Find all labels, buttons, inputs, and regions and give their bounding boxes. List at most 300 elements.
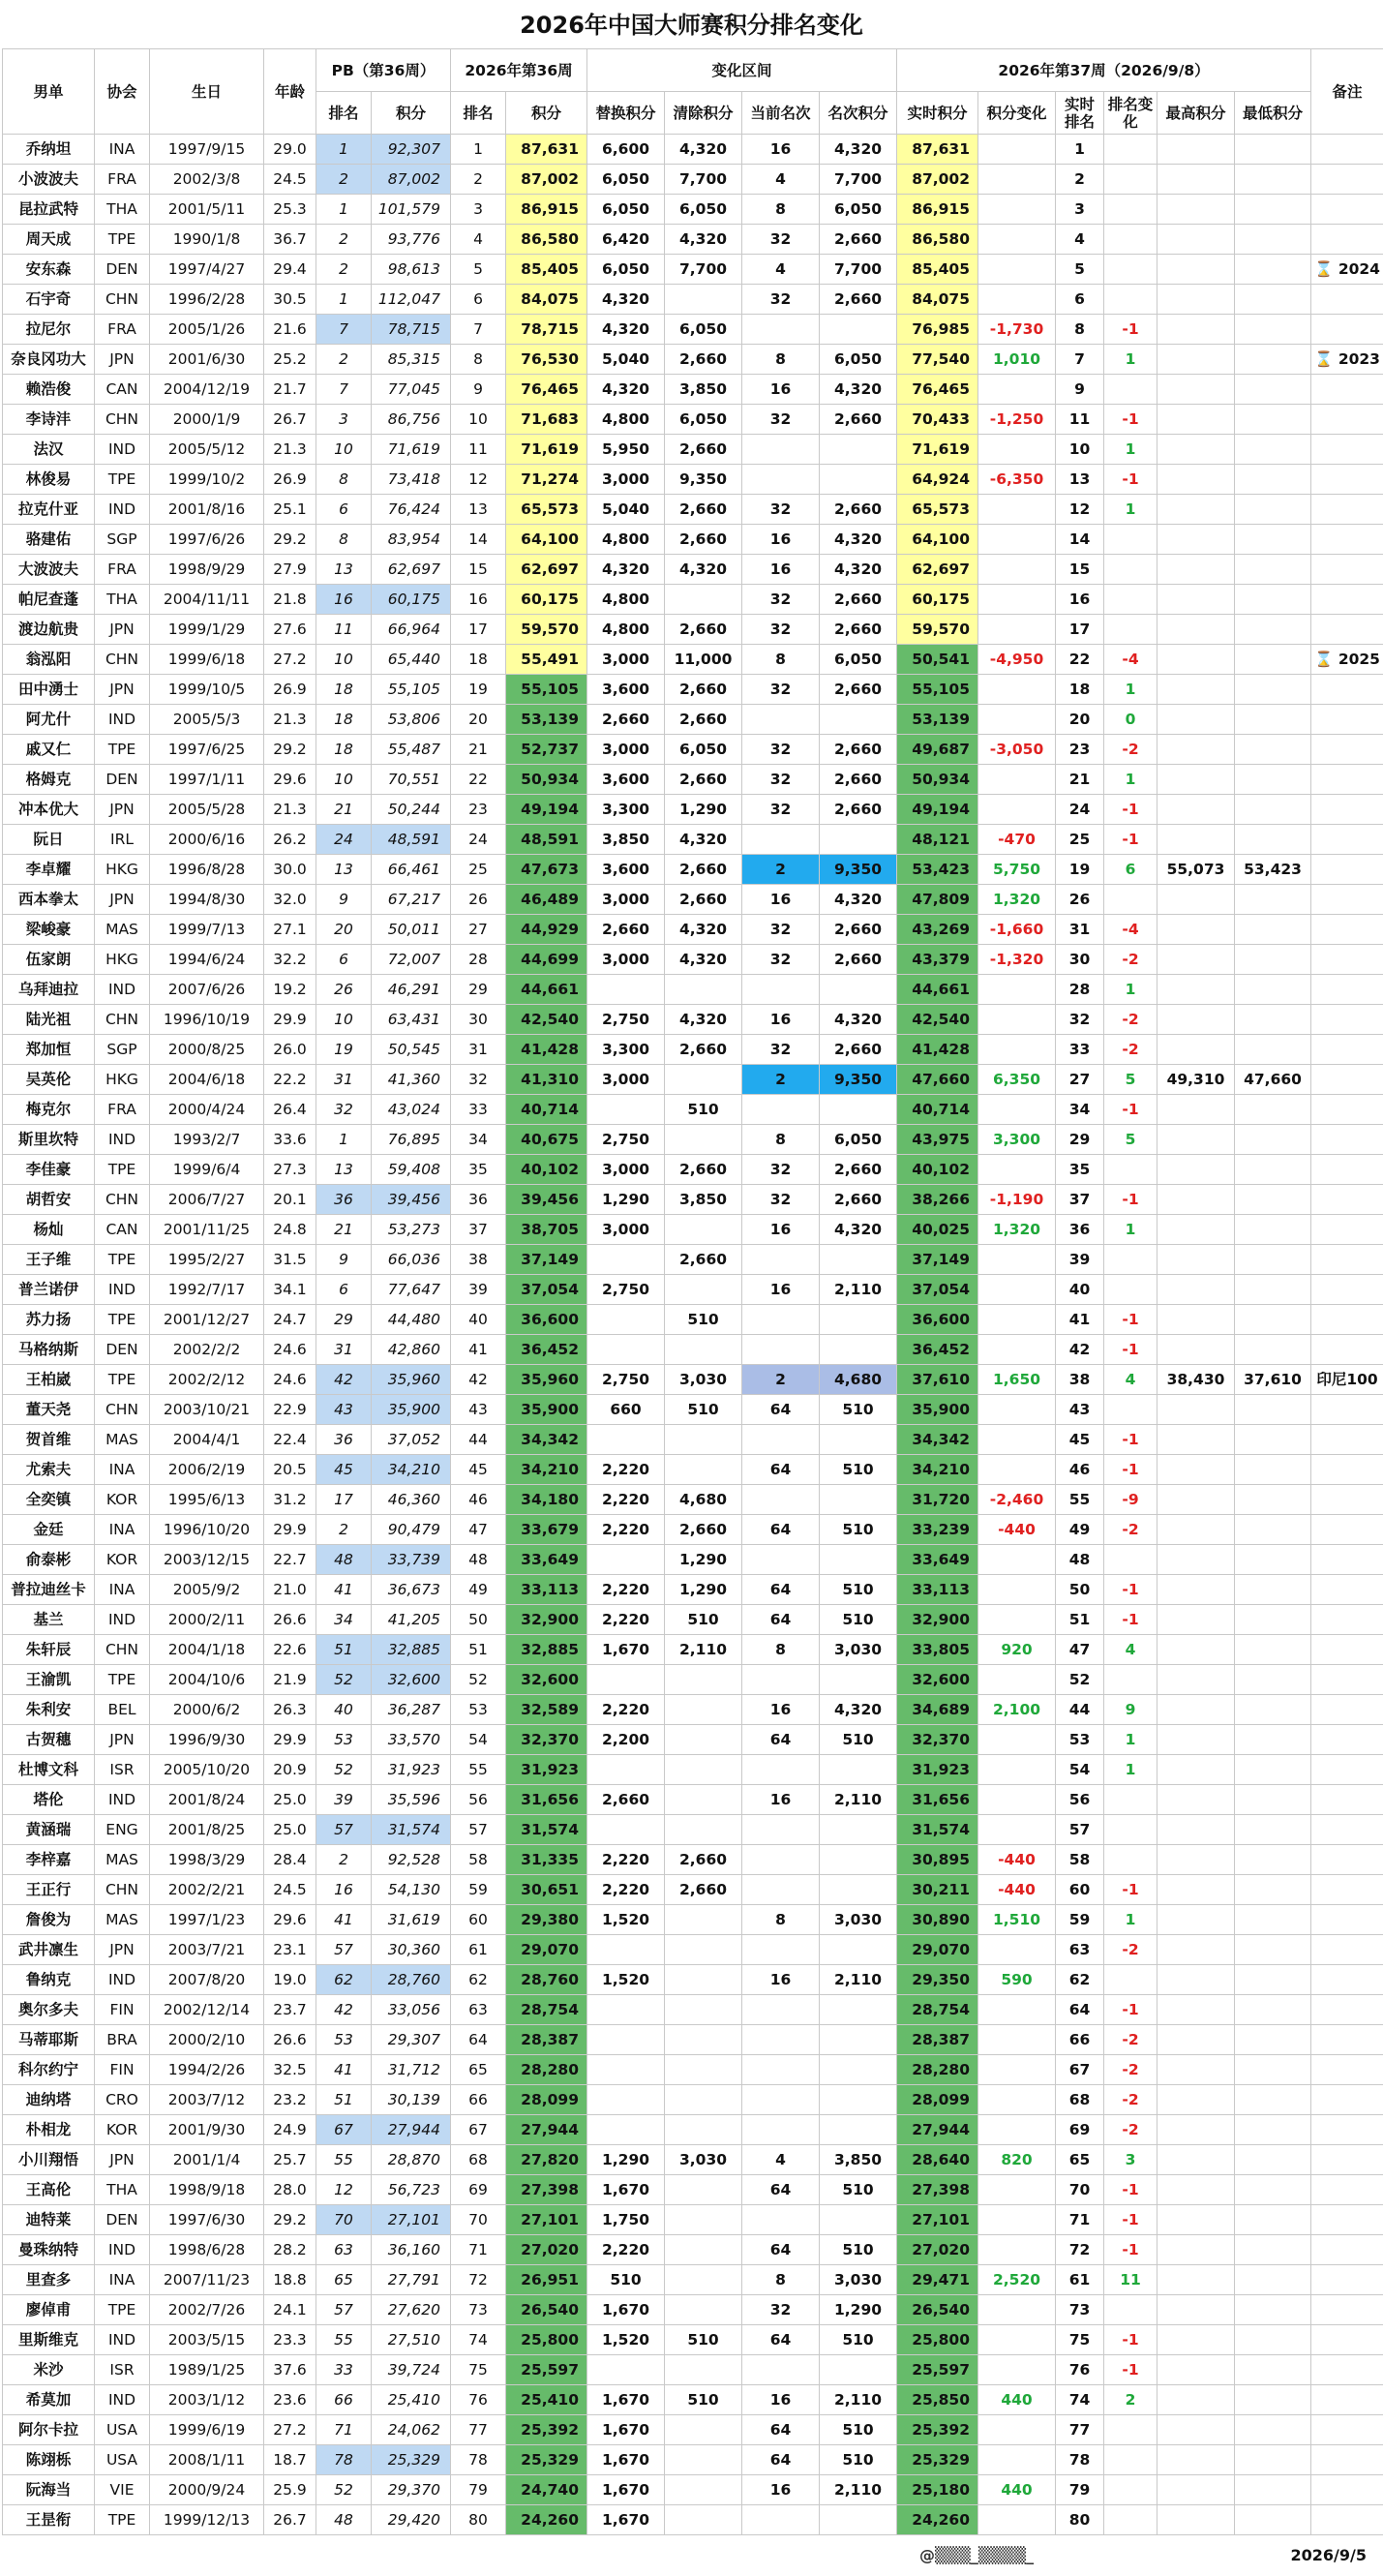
cell-live-pts: 40,714 [897, 1095, 978, 1125]
cell-replace: 6,050 [587, 255, 665, 285]
cell-live-rank: 24 [1056, 795, 1104, 825]
cell-round-pts: 510 [820, 2175, 897, 2205]
cell-pb-rank: 32 [316, 1095, 372, 1125]
cell-pb-pts: 29,307 [372, 2025, 451, 2055]
cell-round-pts: 4,320 [820, 1695, 897, 1725]
cell-w36-pts: 65,573 [506, 495, 587, 525]
cell-rank-change: 1 [1104, 1725, 1158, 1755]
cell-live-pts: 29,350 [897, 1965, 978, 1995]
table-row [3, 1035, 1383, 1065]
cell-live-pts: 27,944 [897, 2115, 978, 2145]
cell-dob: 1996/10/20 [150, 1515, 264, 1545]
cell-max-pts [1158, 885, 1235, 915]
cell-min-pts [1235, 1425, 1311, 1455]
cell-max-pts [1158, 1755, 1235, 1785]
cell-cur-rank-round: 32 [742, 1185, 820, 1215]
cell-live-pts: 59,570 [897, 615, 978, 645]
cell-rank-change: -1 [1104, 2235, 1158, 2265]
cell-pts-change: 920 [978, 1635, 1056, 1665]
cell-pb-rank: 71 [316, 2415, 372, 2445]
cell-round-pts [820, 1335, 897, 1365]
table-row [3, 1785, 1383, 1815]
cell-pb-pts: 98,613 [372, 255, 451, 285]
cell-rank-change: 1 [1104, 345, 1158, 375]
cell-pb-rank: 48 [316, 1545, 372, 1575]
cell-w36-pts: 59,570 [506, 615, 587, 645]
cell-max-pts [1158, 255, 1235, 285]
cell-live-pts: 48,121 [897, 825, 978, 855]
cell-name: 郑加恒 [3, 1035, 95, 1065]
cell-live-rank: 23 [1056, 735, 1104, 765]
cell-pb-pts: 25,329 [372, 2445, 451, 2475]
cell-age: 26.7 [264, 2505, 316, 2535]
cell-assoc: ISR [95, 2355, 150, 2385]
cell-pts-change [978, 705, 1056, 735]
cell-age: 26.2 [264, 825, 316, 855]
cell-live-rank: 59 [1056, 1905, 1104, 1935]
cell-cur-rank-round [742, 1425, 820, 1455]
cell-name: 周天成 [3, 225, 95, 255]
cell-rank-change: -1 [1104, 1185, 1158, 1215]
cell-pts-change: 590 [978, 1965, 1056, 1995]
cell-max-pts [1158, 1185, 1235, 1215]
cell-dob: 2005/5/28 [150, 795, 264, 825]
cell-w36-rank: 47 [451, 1515, 506, 1545]
cell-age: 27.2 [264, 2415, 316, 2445]
table-row [3, 2025, 1383, 2055]
cell-pb-pts: 65,440 [372, 645, 451, 675]
cell-assoc: JPN [95, 2145, 150, 2175]
cell-replace [587, 2085, 665, 2115]
header-max-pts: 最高积分 [1158, 92, 1235, 135]
cell-pts-change: 6,350 [978, 1065, 1056, 1095]
cell-pb-pts: 72,007 [372, 945, 451, 975]
cell-cur-rank-round [742, 1545, 820, 1575]
cell-live-pts: 41,428 [897, 1035, 978, 1065]
cell-min-pts [1235, 675, 1311, 705]
cell-min-pts [1235, 285, 1311, 315]
cell-w36-rank: 56 [451, 1785, 506, 1815]
cell-pb-pts: 28,870 [372, 2145, 451, 2175]
cell-age: 26.0 [264, 1035, 316, 1065]
cell-dob: 1997/6/25 [150, 735, 264, 765]
table-row [3, 1335, 1383, 1365]
cell-pb-pts: 30,360 [372, 1935, 451, 1965]
cell-live-pts: 30,895 [897, 1845, 978, 1875]
cell-cur-rank-round [742, 1305, 820, 1335]
cell-cur-rank-round: 32 [742, 915, 820, 945]
cell-dob: 1996/8/28 [150, 855, 264, 885]
cell-dob: 2000/6/16 [150, 825, 264, 855]
cell-clear [665, 1455, 742, 1485]
cell-round-pts: 2,660 [820, 675, 897, 705]
cell-age: 32.0 [264, 885, 316, 915]
cell-rank-change: -1 [1104, 465, 1158, 495]
cell-age: 22.4 [264, 1425, 316, 1455]
cell-clear: 1,290 [665, 1575, 742, 1605]
cell-rank-change: -1 [1104, 1875, 1158, 1905]
cell-w36-rank: 63 [451, 1995, 506, 2025]
cell-round-pts: 6,050 [820, 345, 897, 375]
cell-dob: 1997/4/27 [150, 255, 264, 285]
cell-clear [665, 1755, 742, 1785]
cell-replace [587, 1755, 665, 1785]
cell-pb-rank: 34 [316, 1605, 372, 1635]
cell-live-rank: 14 [1056, 525, 1104, 555]
cell-cur-rank-round: 4 [742, 165, 820, 195]
cell-rank-change: -1 [1104, 2205, 1158, 2235]
cell-pb-rank: 21 [316, 795, 372, 825]
cell-round-pts: 2,660 [820, 405, 897, 435]
cell-replace: 2,220 [587, 1695, 665, 1725]
cell-w36-rank: 9 [451, 375, 506, 405]
cell-name: 梁峻豪 [3, 915, 95, 945]
cell-cur-rank-round: 32 [742, 405, 820, 435]
cell-rank-change [1104, 1545, 1158, 1575]
cell-w36-pts: 32,589 [506, 1695, 587, 1725]
cell-dob: 1994/2/26 [150, 2055, 264, 2085]
cell-pts-change [978, 675, 1056, 705]
header-note: 备注 [1311, 49, 1383, 135]
cell-pb-pts: 63,431 [372, 1005, 451, 1035]
cell-live-pts: 28,280 [897, 2055, 978, 2085]
cell-w36-rank: 6 [451, 285, 506, 315]
cell-pb-rank: 52 [316, 1755, 372, 1785]
cell-dob: 2008/1/11 [150, 2445, 264, 2475]
cell-round-pts: 510 [820, 1605, 897, 1635]
cell-cur-rank-round [742, 2355, 820, 2385]
cell-max-pts [1158, 795, 1235, 825]
cell-min-pts [1235, 1905, 1311, 1935]
cell-dob: 2001/11/25 [150, 1215, 264, 1245]
cell-name: 拉克什亚 [3, 495, 95, 525]
cell-rank-change: 1 [1104, 675, 1158, 705]
cell-live-pts: 36,452 [897, 1335, 978, 1365]
cell-clear: 2,660 [665, 615, 742, 645]
cell-pb-pts: 42,860 [372, 1335, 451, 1365]
cell-cur-rank-round: 32 [742, 795, 820, 825]
cell-live-rank: 3 [1056, 195, 1104, 225]
cell-w36-rank: 59 [451, 1875, 506, 1905]
cell-round-pts: 4,320 [820, 1215, 897, 1245]
cell-max-pts [1158, 2055, 1235, 2085]
cell-pb-pts: 31,619 [372, 1905, 451, 1935]
cell-name: 帕尼查蓬 [3, 585, 95, 615]
cell-live-pts: 40,102 [897, 1155, 978, 1185]
cell-min-pts [1235, 1335, 1311, 1365]
cell-name: 希莫加 [3, 2385, 95, 2415]
watermark: @▒▒▒_▒▒▒▒_ [919, 2546, 1035, 2564]
cell-note [1311, 1155, 1383, 1185]
cell-assoc: IND [95, 1605, 150, 1635]
cell-clear: 4,680 [665, 1485, 742, 1515]
cell-pb-rank: 40 [316, 1695, 372, 1725]
cell-name: 迪纳塔 [3, 2085, 95, 2115]
cell-round-pts: 4,320 [820, 135, 897, 165]
cell-w36-pts: 27,944 [506, 2115, 587, 2145]
cell-age: 25.0 [264, 1815, 316, 1845]
cell-round-pts: 3,030 [820, 1905, 897, 1935]
cell-w36-rank: 49 [451, 1575, 506, 1605]
cell-live-rank: 13 [1056, 465, 1104, 495]
cell-w36-rank: 80 [451, 2505, 506, 2535]
cell-assoc: IND [95, 495, 150, 525]
cell-w36-rank: 8 [451, 345, 506, 375]
cell-age: 34.1 [264, 1275, 316, 1305]
cell-pts-change [978, 765, 1056, 795]
table-row [3, 1935, 1383, 1965]
cell-min-pts [1235, 255, 1311, 285]
cell-w36-pts: 33,679 [506, 1515, 587, 1545]
cell-round-pts [820, 2205, 897, 2235]
cell-w36-rank: 60 [451, 1905, 506, 1935]
cell-replace: 3,000 [587, 1065, 665, 1095]
footer [919, 2542, 1374, 2571]
cell-clear [665, 975, 742, 1005]
cell-min-pts [1235, 2445, 1311, 2475]
cell-min-pts [1235, 2235, 1311, 2265]
cell-dob: 1995/6/13 [150, 1485, 264, 1515]
cell-age: 29.2 [264, 735, 316, 765]
cell-pts-change: -1,250 [978, 405, 1056, 435]
cell-min-pts [1235, 2175, 1311, 2205]
cell-age: 27.1 [264, 915, 316, 945]
table-row [3, 2145, 1383, 2175]
cell-min-pts [1235, 885, 1311, 915]
cell-cur-rank-round: 64 [742, 2445, 820, 2475]
cell-dob: 2000/1/9 [150, 405, 264, 435]
cell-name: 安东森 [3, 255, 95, 285]
cell-pb-pts: 41,205 [372, 1605, 451, 1635]
cell-cur-rank-round: 32 [742, 585, 820, 615]
cell-cur-rank-round: 64 [742, 2325, 820, 2355]
cell-note [1311, 1845, 1383, 1875]
cell-round-pts [820, 315, 897, 345]
cell-note [1311, 825, 1383, 855]
cell-live-pts: 44,661 [897, 975, 978, 1005]
cell-live-pts: 31,574 [897, 1815, 978, 1845]
cell-min-pts [1235, 555, 1311, 585]
cell-dob: 2007/6/26 [150, 975, 264, 1005]
cell-rank-change: 9 [1104, 1695, 1158, 1725]
cell-cur-rank-round: 16 [742, 1275, 820, 1305]
cell-live-rank: 80 [1056, 2505, 1104, 2535]
cell-pb-pts: 59,408 [372, 1155, 451, 1185]
cell-note [1311, 2205, 1383, 2235]
cell-pb-rank: 33 [316, 2355, 372, 2385]
cell-w36-rank: 66 [451, 2085, 506, 2115]
cell-max-pts [1158, 705, 1235, 735]
cell-live-pts: 25,597 [897, 2355, 978, 2385]
cell-live-rank: 33 [1056, 1035, 1104, 1065]
cell-note [1311, 2415, 1383, 2445]
cell-rank-change [1104, 885, 1158, 915]
cell-pts-change [978, 165, 1056, 195]
cell-clear: 9,350 [665, 465, 742, 495]
cell-pb-pts: 35,596 [372, 1785, 451, 1815]
cell-round-pts: 2,660 [820, 615, 897, 645]
cell-clear: 4,320 [665, 135, 742, 165]
table-row [3, 1185, 1383, 1215]
cell-name: 曼珠纳特 [3, 2235, 95, 2265]
cell-pb-rank: 10 [316, 645, 372, 675]
cell-pts-change [978, 2415, 1056, 2445]
cell-dob: 1999/6/19 [150, 2415, 264, 2445]
cell-live-pts: 25,800 [897, 2325, 978, 2355]
cell-name: 乔纳坦 [3, 135, 95, 165]
cell-live-rank: 70 [1056, 2175, 1104, 2205]
cell-min-pts [1235, 2295, 1311, 2325]
cell-w36-pts: 35,960 [506, 1365, 587, 1395]
cell-name: 杜博文科 [3, 1755, 95, 1785]
cell-name: 奈良冈功大 [3, 345, 95, 375]
cell-dob: 1990/1/8 [150, 225, 264, 255]
cell-rank-change: -4 [1104, 915, 1158, 945]
cell-cur-rank-round [742, 2205, 820, 2235]
cell-assoc: ISR [95, 1755, 150, 1785]
cell-min-pts [1235, 2415, 1311, 2445]
cell-clear [665, 585, 742, 615]
cell-w36-pts: 26,951 [506, 2265, 587, 2295]
cell-age: 23.2 [264, 2085, 316, 2115]
cell-rank-change: -1 [1104, 1335, 1158, 1365]
cell-age: 20.5 [264, 1455, 316, 1485]
cell-round-pts: 3,030 [820, 2265, 897, 2295]
cell-round-pts [820, 1995, 897, 2025]
cell-assoc: BRA [95, 2025, 150, 2055]
cell-clear: 2,660 [665, 525, 742, 555]
cell-live-rank: 31 [1056, 915, 1104, 945]
cell-cur-rank-round: 8 [742, 645, 820, 675]
cell-round-pts [820, 1875, 897, 1905]
cell-round-pts: 9,350 [820, 855, 897, 885]
cell-max-pts [1158, 2385, 1235, 2415]
cell-live-pts: 28,754 [897, 1995, 978, 2025]
cell-live-pts: 31,923 [897, 1755, 978, 1785]
cell-pb-rank: 13 [316, 555, 372, 585]
cell-cur-rank-round: 64 [742, 1605, 820, 1635]
cell-clear [665, 1335, 742, 1365]
cell-age: 26.6 [264, 2025, 316, 2055]
cell-w36-rank: 38 [451, 1245, 506, 1275]
cell-pts-change [978, 1605, 1056, 1635]
cell-w36-rank: 41 [451, 1335, 506, 1365]
cell-max-pts: 38,430 [1158, 1365, 1235, 1395]
cell-replace: 3,000 [587, 645, 665, 675]
cell-replace [587, 1935, 665, 1965]
cell-age: 20.9 [264, 1755, 316, 1785]
cell-dob: 2000/6/2 [150, 1695, 264, 1725]
cell-pb-rank: 53 [316, 2025, 372, 2055]
cell-pb-rank: 51 [316, 2085, 372, 2115]
cell-round-pts: 2,110 [820, 1785, 897, 1815]
cell-pb-pts: 86,756 [372, 405, 451, 435]
cell-pb-rank: 62 [316, 1965, 372, 1995]
cell-pb-rank: 9 [316, 1245, 372, 1275]
table-row [3, 795, 1383, 825]
cell-min-pts [1235, 375, 1311, 405]
cell-pb-pts: 78,715 [372, 315, 451, 345]
cell-cur-rank-round: 16 [742, 2475, 820, 2505]
cell-replace: 2,220 [587, 1455, 665, 1485]
cell-pts-change [978, 795, 1056, 825]
cell-pb-rank: 20 [316, 915, 372, 945]
table-row [3, 1875, 1383, 1905]
cell-note [1311, 285, 1383, 315]
cell-max-pts [1158, 1785, 1235, 1815]
cell-pb-pts: 53,273 [372, 1215, 451, 1245]
cell-pb-pts: 35,900 [372, 1395, 451, 1425]
cell-w36-rank: 37 [451, 1215, 506, 1245]
cell-min-pts [1235, 2325, 1311, 2355]
cell-rank-change: -2 [1104, 945, 1158, 975]
cell-note [1311, 2145, 1383, 2175]
cell-w36-pts: 27,398 [506, 2175, 587, 2205]
cell-max-pts [1158, 1695, 1235, 1725]
cell-w36-rank: 10 [451, 405, 506, 435]
cell-max-pts [1158, 2115, 1235, 2145]
cell-w36-rank: 72 [451, 2265, 506, 2295]
cell-live-rank: 49 [1056, 1515, 1104, 1545]
cell-note [1311, 1245, 1383, 1275]
cell-live-rank: 71 [1056, 2205, 1104, 2235]
cell-min-pts [1235, 645, 1311, 675]
cell-w36-rank: 73 [451, 2295, 506, 2325]
cell-pts-change [978, 1155, 1056, 1185]
cell-pb-pts: 36,287 [372, 1695, 451, 1725]
cell-w36-rank: 43 [451, 1395, 506, 1425]
cell-pb-pts: 31,923 [372, 1755, 451, 1785]
cell-cur-rank-round [742, 1245, 820, 1275]
cell-w36-rank: 14 [451, 525, 506, 555]
cell-w36-rank: 70 [451, 2205, 506, 2235]
cell-live-rank: 11 [1056, 405, 1104, 435]
cell-live-pts: 86,915 [897, 195, 978, 225]
cell-w36-pts: 24,740 [506, 2475, 587, 2505]
cell-max-pts [1158, 2235, 1235, 2265]
cell-replace: 1,520 [587, 1905, 665, 1935]
cell-max-pts [1158, 1545, 1235, 1575]
cell-dob: 1997/6/26 [150, 525, 264, 555]
table-row [3, 1485, 1383, 1515]
cell-pb-rank: 11 [316, 615, 372, 645]
cell-note: ⌛ 2025 [1311, 645, 1383, 675]
cell-pts-change [978, 1275, 1056, 1305]
cell-replace: 2,220 [587, 1485, 665, 1515]
cell-max-pts [1158, 2145, 1235, 2175]
cell-round-pts [820, 1485, 897, 1515]
cell-round-pts: 510 [820, 2445, 897, 2475]
cell-pb-pts: 50,545 [372, 1035, 451, 1065]
header-assoc: 协会 [95, 49, 150, 135]
cell-round-pts: 2,660 [820, 1035, 897, 1065]
cell-assoc: DEN [95, 2205, 150, 2235]
cell-replace: 4,320 [587, 555, 665, 585]
cell-round-pts [820, 1545, 897, 1575]
cell-min-pts [1235, 1545, 1311, 1575]
table-row [3, 2505, 1383, 2535]
cell-pts-change [978, 1545, 1056, 1575]
cell-replace: 6,600 [587, 135, 665, 165]
cell-w36-rank: 19 [451, 675, 506, 705]
cell-live-pts: 28,640 [897, 2145, 978, 2175]
cell-round-pts: 6,050 [820, 645, 897, 675]
cell-round-pts: 2,660 [820, 285, 897, 315]
cell-cur-rank-round: 2 [742, 1365, 820, 1395]
table-row [3, 615, 1383, 645]
cell-dob: 2007/11/23 [150, 2265, 264, 2295]
table-row [3, 825, 1383, 855]
